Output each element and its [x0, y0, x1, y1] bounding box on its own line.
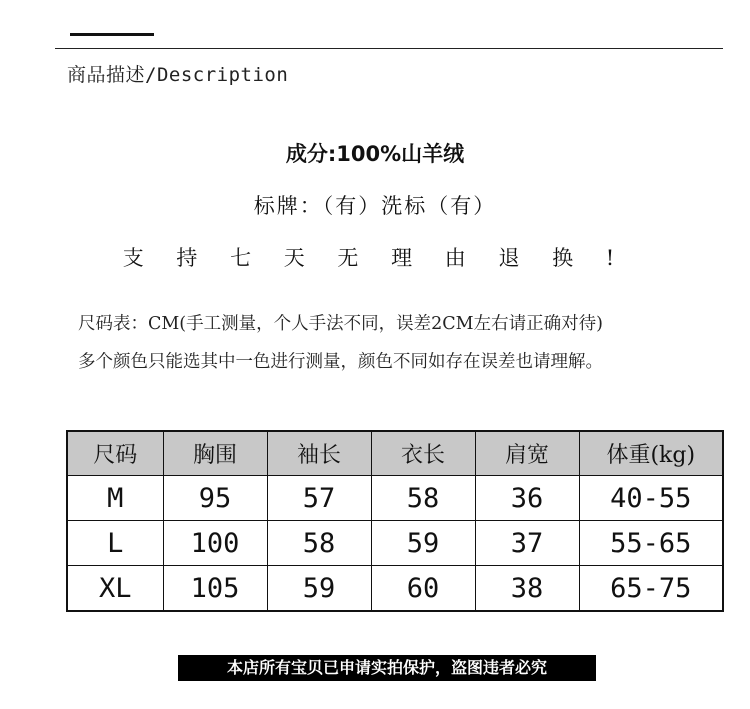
- table-cell: 57: [267, 476, 371, 521]
- table-cell: 36: [475, 476, 579, 521]
- column-header: 袖长: [267, 431, 371, 476]
- column-header: 衣长: [371, 431, 475, 476]
- table-cell: 105: [163, 566, 267, 612]
- table-cell: 58: [371, 476, 475, 521]
- table-cell: 100: [163, 521, 267, 566]
- table-cell: 58: [267, 521, 371, 566]
- top-divider: [55, 48, 723, 49]
- table-cell: 38: [475, 566, 579, 612]
- color-note: 多个颜色只能选其中一色进行测量，颜色不同如存在误差也请理解。: [78, 352, 603, 372]
- section-title: 商品描述/Description: [67, 64, 289, 86]
- return-policy-text: 支 持 七 天 无 理 由 退 换 !: [122, 246, 628, 270]
- table-row: [67, 476, 723, 521]
- table-row: [67, 566, 723, 612]
- size-note: 尺码表：CM(手工测量，个人手法不同，误差2CM左右请正确对待): [78, 314, 603, 334]
- decorative-bar: [70, 33, 154, 36]
- column-header: 胸围: [163, 431, 267, 476]
- copyright-notice: 本店所有宝贝已申请实拍保护，盗图违者必究: [178, 655, 596, 681]
- table-cell: 59: [371, 521, 475, 566]
- table-cell: 40-55: [579, 476, 723, 521]
- composition-text: 成分:100%山羊绒: [285, 142, 465, 166]
- labels-text: 标牌：（有）洗标（有）: [253, 194, 497, 218]
- column-header: 尺码: [67, 431, 163, 476]
- table-cell: L: [67, 521, 163, 566]
- table-cell: 59: [267, 566, 371, 612]
- table-header-row: [67, 431, 723, 476]
- table-cell: 55-65: [579, 521, 723, 566]
- table-cell: 37: [475, 521, 579, 566]
- table-cell: M: [67, 476, 163, 521]
- size-table: [66, 430, 724, 612]
- table-row: [67, 521, 723, 566]
- table-cell: 65-75: [579, 566, 723, 612]
- table-cell: XL: [67, 566, 163, 612]
- table-cell: 60: [371, 566, 475, 612]
- column-header: 肩宽: [475, 431, 579, 476]
- table-cell: 95: [163, 476, 267, 521]
- column-header: 体重(kg): [579, 431, 723, 476]
